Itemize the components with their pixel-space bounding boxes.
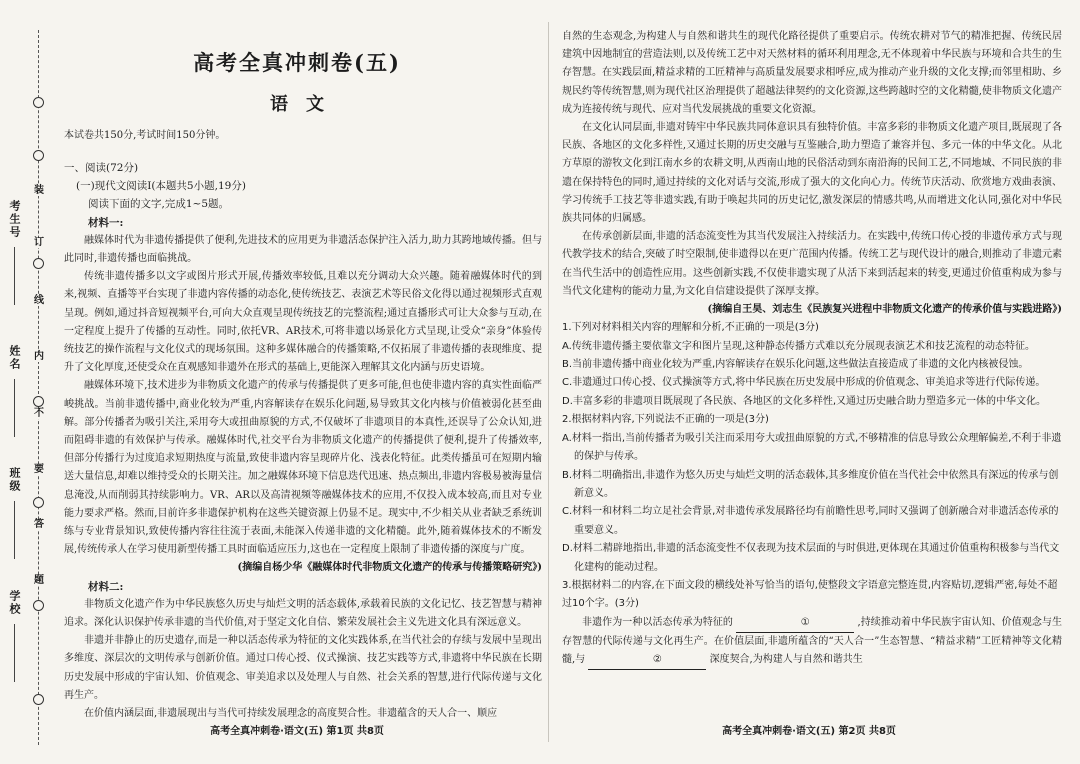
- binding-dashed-line: [38, 30, 39, 745]
- seal-word: 要: [34, 464, 44, 475]
- question-1-stem: 1.下列对材料相关内容的理解和分析,不正确的一项是(3分): [562, 322, 819, 334]
- instruction: 阅读下面的文字,完成1~5题。: [88, 198, 229, 211]
- page-divider: [548, 22, 549, 742]
- page-2: [556, 0, 1062, 764]
- binding-hole: [33, 600, 44, 611]
- q3-text-a: 非遗作为一种以活态传承为特征的: [582, 616, 733, 628]
- school-label: 学校: [8, 590, 21, 616]
- question-1-option: B.当前非遗传播中商业化较为严重,内容解读存在娱乐化问题,这些做法直接造成了非遗的文化内核被侵蚀。: [562, 359, 1029, 371]
- material-2-label: 材料二:: [88, 580, 124, 593]
- seal-word: 答: [34, 519, 44, 530]
- seal-word: 装: [34, 185, 44, 196]
- binding-strip: [0, 0, 52, 764]
- section-heading: 一、阅读(72分): [64, 162, 139, 174]
- question-1-option: A.传统非遗传播主要依靠文字和图片呈现,这种静态传播方式难以充分展现表演艺术和技艺流程的动态特征。: [562, 340, 1036, 352]
- binding-hole: [33, 150, 44, 161]
- seal-word: 内: [34, 351, 44, 362]
- exam-title: 高考全真冲刺卷(五): [193, 50, 401, 75]
- subsection-heading: (一)现代文阅读Ⅰ(本题共5小题,19分): [76, 180, 246, 193]
- school-field[interactable]: [6, 590, 22, 682]
- page-1-footer: 高考全真冲刺卷·语文(五) 第1页 共8页: [210, 726, 384, 737]
- material-2-paragraph: 在传承创新层面,非遗的活态流变性为其当代发展注入持续活力。在实践中,传统口传心授的非遗传承方式与现代教学技术的结合,突破了时空限制,使非遗得以在更广范围内传播。传统工艺与现代设计的融合,则推动了非遗元素在当代生活中的创造性应用。这些创新实践,不仅使非遗实现了从活下来到活起来的转变,更通过价值重构成为参与当代文化建构的能动力量,为文化自信建设提供了深厚支撑。: [562, 231, 1062, 297]
- class-field[interactable]: [6, 467, 22, 559]
- material-1-source: (摘编自杨少华《融媒体时代非物质文化遗产的传承与传播策略研究》): [237, 562, 542, 574]
- material-1-paragraph: 传统非遗传播多以文字或图片形式开展,传播效率较低,且难以充分调动大众兴趣。随着融媒体时代的到来,视频、直播等平台实现了非遗内容传播的动态化,使传统技艺、表演艺术等民俗文化得以通过视频形式直观呈现。例如,通过抖音短视频平台,可向大众直观呈现传统技艺的完整流程;通过直播形式可让大众参与互动,在一定程度上提升了传播的互动性。同时,依托VR、AR技术,可将非遗以场景化方式呈现,让受众“亲身”体验传统技艺的操作流程与文化仪式的现场氛围。这种多媒体融合的传播策略,不仅拓展了非遗传播的表现维度、提升了文化厚度,还使受众在直观感知非遗外在形式的基础上,更能深入理解其文化内涵与历史语境。: [64, 271, 542, 374]
- material-2-paragraph: 非遗并非静止的历史遗存,而是一种以活态传承为特征的文化实践体系,在当代社会的存续与发展中呈现出多维度、深层次的文明传承与创新价值。通过口传心授、仪式操演、技艺实践等方式,非遗将中华民族在长期历史发展中形成的宇宙认知、价值观念、审美追求以及处理人与自然、社会关系的智慧,进行代际传递与文化再生产。: [64, 635, 542, 701]
- question-1-option: D.丰富多彩的非遗项目既展现了各民族、各地区的文化多样性,又通过历史融合助力塑造多元一体的中华文化。: [562, 395, 1047, 407]
- question-3-passage: [562, 614, 1062, 671]
- material-1-paragraph: 融媒体时代为非遗传播提供了便利,先进技术的应用更为非遗活态保护注入活力,助力其跨地域传播。但与此同时,非遗传播也面临挑战。: [64, 234, 542, 265]
- question-2-option: A.材料一指出,当前传播者为吸引关注而采用夸大或扭曲原貌的方式,不够精准的信息导致公众理解偏差,不利于非遗的保护与传承。: [562, 432, 1062, 463]
- seal-word: 题: [34, 575, 44, 586]
- material-2-paragraph: 在文化认同层面,非遗对铸牢中华民族共同体意识具有独特价值。丰富多彩的非物质文化遗产项目,既展现了各民族、各地区的文化多样性,又通过长期的历史交融与互鉴融合,助力塑造了兼容并包、多元一体的中华文化。从北方草原的游牧文化到江南水乡的农耕文明,从西南山地的民俗活动到东南沿海的民间工艺,不同地域、不同民族的非遗在保持特色的同时,通过持续的文化对话与交流,形成了强大的文化向心力。传统节庆活动、欣赏地方戏曲表演、学习传统手工技艺等非遗实践,有助于唤起共同的历史记忆,激发深层的情感共鸣,从而增进文化认同,强化对中华民族共同体的归属感。: [562, 122, 1062, 225]
- answer-blank-2[interactable]: ②: [588, 651, 706, 670]
- binding-hole: [33, 258, 44, 269]
- binding-hole: [33, 497, 44, 508]
- seal-word: 不: [34, 408, 44, 419]
- binding-hole: [33, 694, 44, 705]
- question-2-stem: 2.根据材料内容,下列说法不正确的一项是(3分): [562, 414, 769, 426]
- material-1-paragraph: 融媒体环境下,技术进步为非物质文化遗产的传承与传播提供了更多可能,但也使非遗内容的真实性面临严峻挑战。当前非遗传播中,商业化较为严重,内容解读存在娱乐化问题,易导致其文化内核与价值被弱化甚至曲解。部分传播者为吸引关注,采用夸大或扭曲原貌的方式,不仅破坏了非遗项目的本真性,还误导了公众认知,进而阻碍非遗的有效保护与传承。融媒体时代,社交平台为非物质文化遗产的传播提供了便利,提升了传播效率,但部分传播行为过度追求短期热度与流量,致使非遗内容呈现碎片化、浅表化特征。此类传播虽可在短期内输送大量信息,却难以维持受众的长期关注。加之融媒体环境下信息迭代迅速、热点频出,非遗内容极易被海量信息淹没,从而削弱其持续影响力。VR、AR以及高清视频等融媒体技术的应用,不仅投入成本较高,而且对专业能力要求严格。然而,目前许多非遗保护机构在这些关键资源上仍显不足。现实中,不少相关从业者缺乏系统训练与专业背景知识,致使传播内容往往流于表面,未能深入传递非遗的文化精髓。此外,随着媒体技术的不断发展,传统传承人在学习使用新型传播工具时面临适应压力,这也在一定程度上限制了非遗传播的深度与广度。: [64, 380, 542, 556]
- material-2-paragraph: 在价值内涵层面,非遗展现出与当代可持续发展理念的高度契合性。非遗蕴含的天人合一、顺应: [84, 708, 498, 720]
- page-2-footer: 高考全真冲刺卷·语文(五) 第2页 共8页: [722, 726, 896, 737]
- material-2-paragraph: 自然的生态观念,为构建人与自然和谐共生的现代化路径提供了重要启示。传统农耕对节气的精准把握、传统民居建筑中因地制宜的营造法则,以及传统工艺中对天然材料的循环利用理念,无不体现着中华民族与环境和合共生的生存智慧。在实践层面,精益求精的工匠精神与高质量发展要求相呼应,成为推动产业升级的文化支撑;而邻里相助、乡规民约等传统智慧,则为现代社区治理提供了超越法律契约的文化资源,这些跨越时空的文化精髓,使非物质文化遗产成为连接传统与现代、应对当代发展挑战的重要文化资源。: [562, 31, 1062, 115]
- material-1-label: 材料一:: [88, 216, 124, 229]
- material-2-paragraph: 非物质文化遗产作为中华民族悠久历史与灿烂文明的活态载体,承载着民族的文化记忆、技艺智慧与精神追求。深化认识保护传承非遗的当代价值,对于坚定文化自信、繁荣发展社会主义先进文化具有深远意义。: [64, 598, 542, 629]
- question-3-stem: 3.根据材料二的内容,在下面文段的横线处补写恰当的语句,使整段文字语意完整连贯,内容贴切,逻辑严密,每处不超过10个字。(3分): [562, 579, 1058, 610]
- binding-hole: [33, 396, 44, 407]
- student-id-field[interactable]: [6, 200, 22, 305]
- class-label: 班级: [8, 467, 21, 493]
- section-1: [64, 159, 542, 723]
- q3-text-c: 深度契合,为构建人与自然和谐共生: [709, 654, 863, 666]
- intro-text: 本试卷共150分,考试时间150分钟。: [64, 130, 226, 141]
- seal-word: 订: [34, 237, 44, 248]
- q3-text-b: ,持续推动着中华民族宇宙认知、价值观念与生存智慧的代际传递与文化再生产。在价值层面,非遗所蕴含的“天人合一”生态智慧、“精益求精”工匠精神等文化精髓,与: [562, 616, 1062, 666]
- answer-blank-1[interactable]: ①: [736, 614, 854, 633]
- exam-intro: [64, 127, 542, 145]
- question-2-option: B.材料二明确指出,非遗作为悠久历史与灿烂文明的活态载体,其多维度价值在当代社会中依然具有深远的传承与创新意义。: [562, 469, 1059, 499]
- name-field[interactable]: [6, 345, 22, 437]
- question-2-option: D.材料二精辟地指出,非遗的活态流变性不仅表现为技术层面的与时俱进,更体现在其通过价值重构积极参与当代文化建构的能动过程。: [562, 543, 1060, 573]
- material-2-source: (摘编自王昊、刘志生《民族复兴进程中非物质文化遗产的传承价值与实践进路》): [707, 304, 1062, 316]
- seal-word: 线: [34, 295, 44, 306]
- student-id-label: 考生号: [8, 200, 21, 239]
- question-2-option: C.材料一和材料二均立足社会背景,对非遗传承发展路径均有前瞻性思考,同时又强调了创新融合对非遗活态传承的重要意义。: [562, 506, 1059, 536]
- name-label: 姓名: [8, 345, 21, 371]
- binding-hole: [33, 97, 44, 108]
- material-2-continued: [562, 28, 1062, 670]
- page-1: [52, 0, 542, 764]
- question-1-option: C.非遗通过口传心授、仪式操演等方式,将中华民族在历史发展中形成的价值观念、审美追求等进行代际传递。: [562, 377, 1046, 389]
- exam-subject: 语文: [270, 94, 342, 115]
